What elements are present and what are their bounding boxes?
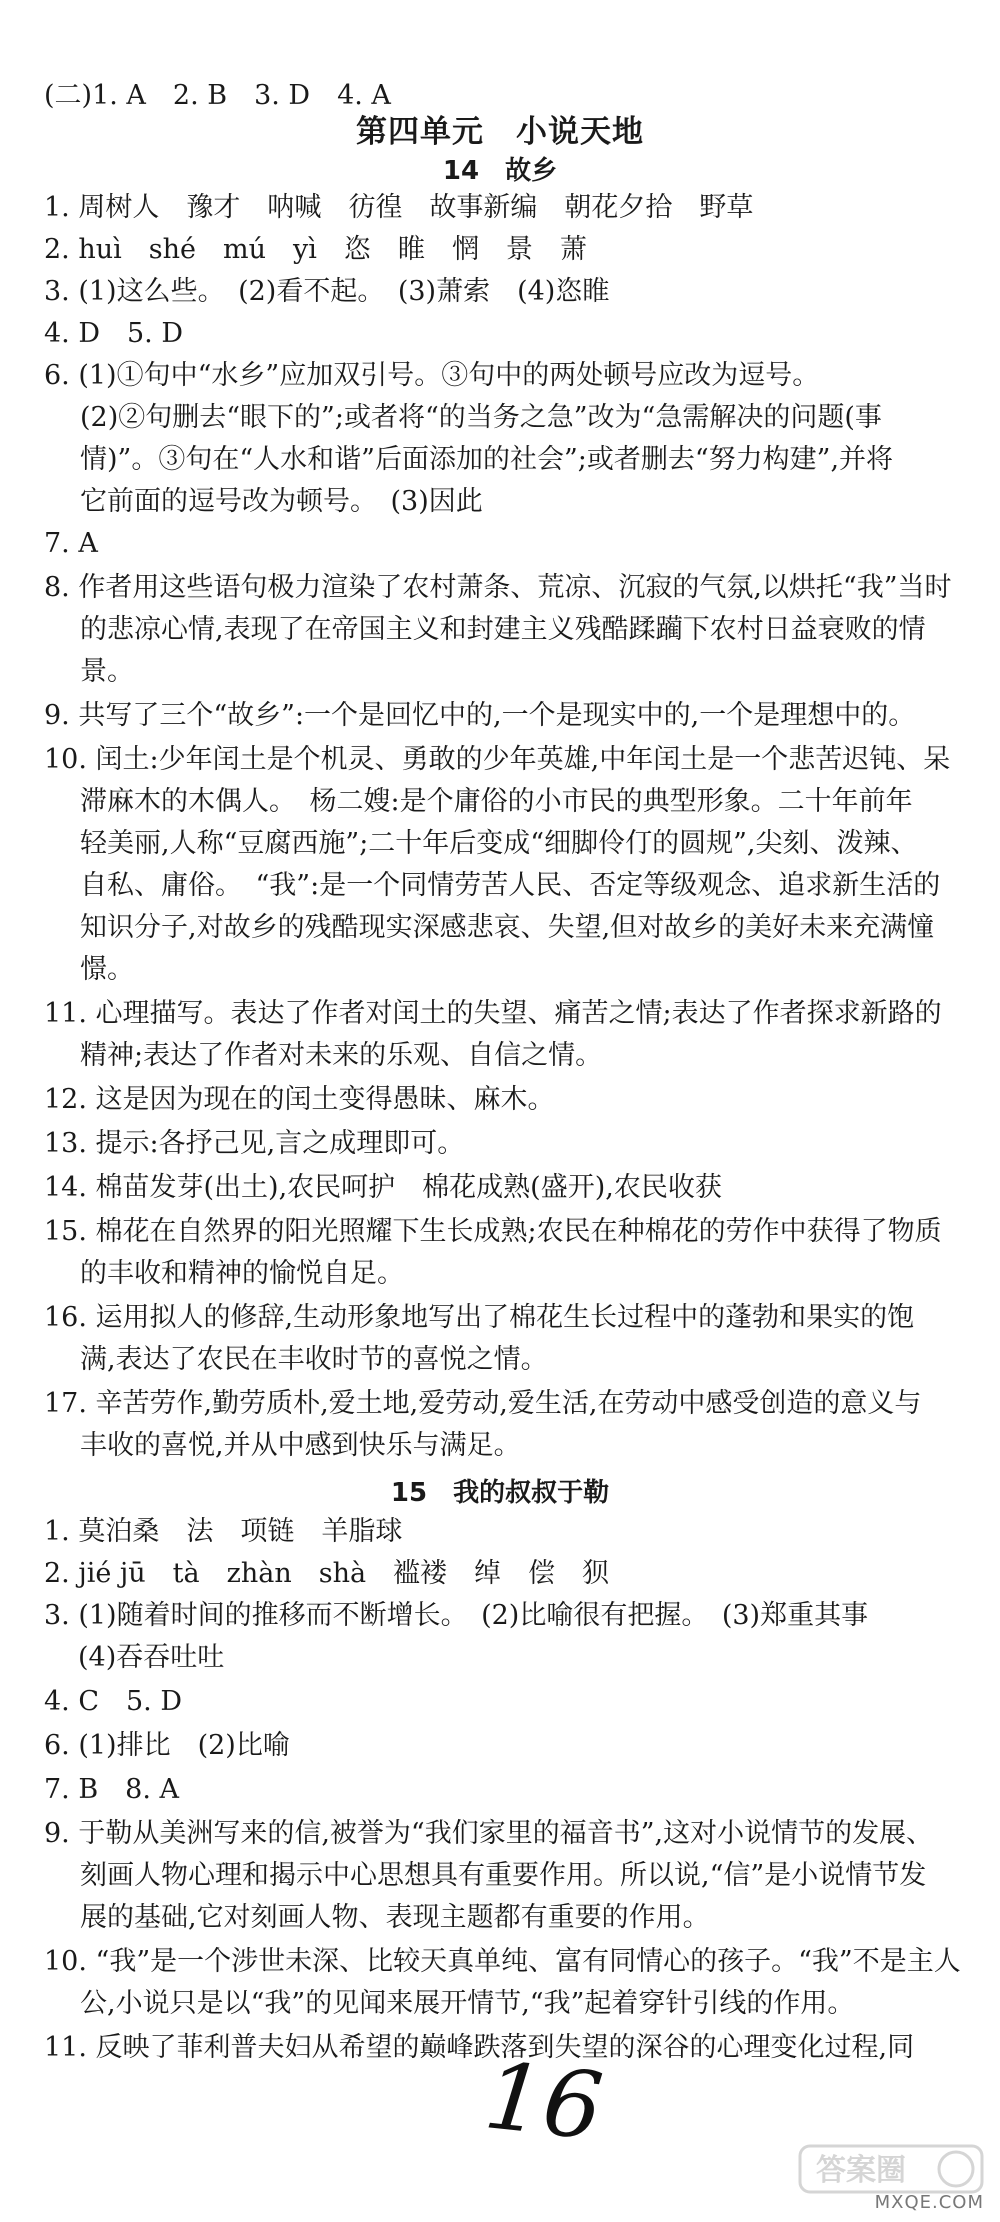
answer-10-line-5: 知识分子,对故乡的残酷现实深感悲哀、失望,但对故乡的美好未来充满憧 <box>80 912 935 943</box>
l15-answer-9-line-1: 9. 于勒从美洲写来的信,被誉为“我们家里的福音书”,这对小说情节的发展、 <box>44 1818 934 1849</box>
lesson-15-title: 15 我的叔叔于勒 <box>390 1478 610 1508</box>
l15-answer-1: 1. 莫泊桑 法 项链 羊脂球 <box>44 1516 403 1547</box>
answer-10-line-6: 憬。 <box>80 954 134 985</box>
answer-10-line-4: 自私、庸俗。 “我”:是一个同情劳苦人民、否定等级观念、追求新生活的 <box>80 870 941 901</box>
answer-6-line-4: 它前面的逗号改为顿号。 (3)因此 <box>80 486 483 517</box>
answer-9: 9. 共写了三个“故乡”:一个是回忆中的,一个是现实中的,一个是理想中的。 <box>44 700 916 731</box>
l15-answer-11-line-1: 11. 反映了菲利普夫妇从希望的巅峰跌落到失望的深谷的心理变化过程,同 <box>44 2032 915 2063</box>
l15-answer-10-line-1: 10. “我”是一个涉世未深、比较天真单纯、富有同情心的孩子。“我”不是主人 <box>44 1946 961 1977</box>
answer-6-line-3: 情)”。③句在“人水和谐”后面添加的社会”;或者删去“努力构建”,并将 <box>80 444 894 475</box>
answer-15-line-2: 的丰收和精神的愉悦自足。 <box>80 1258 404 1289</box>
l15-answer-2: 2. jié jū tà zhàn shà 褴褛 绰 偿 狈 <box>44 1558 610 1589</box>
l15-answer-4-5: 4. C 5. D <box>44 1686 182 1717</box>
watermark-url: MXQE.COM <box>874 2192 984 2213</box>
answer-8-line-3: 景。 <box>80 656 134 687</box>
page-number: 16 <box>479 2042 608 2161</box>
answer-13: 13. 提示:各抒己见,言之成理即可。 <box>44 1128 465 1159</box>
l15-answer-10-line-2: 公,小说只是以“我”的见闻来展开情节,“我”起着穿针引线的作用。 <box>80 1988 855 2019</box>
answer-8-line-2: 的悲凉心情,表现了在帝国主义和封建主义残酷蹂躏下农村日益衰败的情 <box>80 614 926 645</box>
answer-11-line-1: 11. 心理描写。表达了作者对闰土的失望、痛苦之情;表达了作者探求新路的 <box>44 998 942 1029</box>
l15-answer-6: 6. (1)排比 (2)比喻 <box>44 1730 290 1761</box>
answer-16-line-2: 满,表达了农民在丰收时节的喜悦之情。 <box>80 1344 548 1375</box>
section-two-answers: (二)1. A 2. B 3. D 4. A <box>44 80 391 111</box>
watermark-logo-text: 答案圈 <box>816 2153 906 2188</box>
answer-6-line-1: 6. (1)①句中“水乡”应加双引号。③句中的两处顿号应改为逗号。 <box>44 360 820 391</box>
l15-answer-3-line-2: (4)吞吞吐吐 <box>78 1642 225 1673</box>
answer-14: 14. 棉苗发芽(出土),农民呵护 棉花成熟(盛开),农民收获 <box>44 1172 722 1203</box>
answer-12: 12. 这是因为现在的闰土变得愚昧、麻木。 <box>44 1084 555 1115</box>
answer-4-5: 4. D 5. D <box>44 318 183 349</box>
answer-8-line-1: 8. 作者用这些语句极力渲染了农村萧条、荒凉、沉寂的气氛,以烘托“我”当时 <box>44 572 952 603</box>
answer-2: 2. huì shé mú yì 恣 睢 惘 景 萧 <box>44 234 587 265</box>
l15-answer-3-line-1: 3. (1)随着时间的推移而不断增长。 (2)比喻很有把握。 (3)郑重其事 <box>44 1600 869 1631</box>
l15-answer-9-line-2: 刻画人物心理和揭示中心思想具有重要作用。所以说,“信”是小说情节发 <box>80 1860 927 1891</box>
answer-17-line-2: 丰收的喜悦,并从中感到快乐与满足。 <box>80 1430 521 1461</box>
l15-answer-9-line-3: 展的基础,它对刻画人物、表现主题都有重要的作用。 <box>80 1902 710 1933</box>
answer-7: 7. A <box>44 528 98 559</box>
l15-answer-7-8: 7. B 8. A <box>44 1774 180 1805</box>
answer-17-line-1: 17. 辛苦劳作,勤劳质朴,爱土地,爱劳动,爱生活,在劳动中感受创造的意义与 <box>44 1388 922 1419</box>
lesson-14-title: 14 故乡 <box>442 156 558 186</box>
answer-11-line-2: 精神;表达了作者对未来的乐观、自信之情。 <box>80 1040 603 1071</box>
answer-10-line-3: 轻美丽,人称“豆腐西施”;二十年后变成“细脚伶仃的圆规”,尖刻、泼辣、 <box>80 828 918 859</box>
answer-6-line-2: (2)②句删去“眼下的”;或者将“的当务之急”改为“急需解决的问题(事 <box>80 402 882 433</box>
answer-10-line-1: 10. 闰土:少年闰土是个机灵、勇敢的少年英雄,中年闰土是一个悲苦迟钝、呆 <box>44 744 951 775</box>
answer-16-line-1: 16. 运用拟人的修辞,生动形象地写出了棉花生长过程中的蓬勃和果实的饱 <box>44 1302 915 1333</box>
unit-four-title: 第四单元 小说天地 <box>356 114 644 150</box>
answer-15-line-1: 15. 棉花在自然界的阳光照耀下生长成熟;农民在种棉花的劳作中获得了物质 <box>44 1216 942 1247</box>
answer-1: 1. 周树人 豫才 呐喊 彷徨 故事新编 朝花夕拾 野草 <box>44 192 754 223</box>
answer-3: 3. (1)这么些。 (2)看不起。 (3)萧索 (4)恣睢 <box>44 276 610 307</box>
answer-10-line-2: 滞麻木的木偶人。 杨二嫂:是个庸俗的小市民的典型形象。二十年前年 <box>80 786 913 817</box>
